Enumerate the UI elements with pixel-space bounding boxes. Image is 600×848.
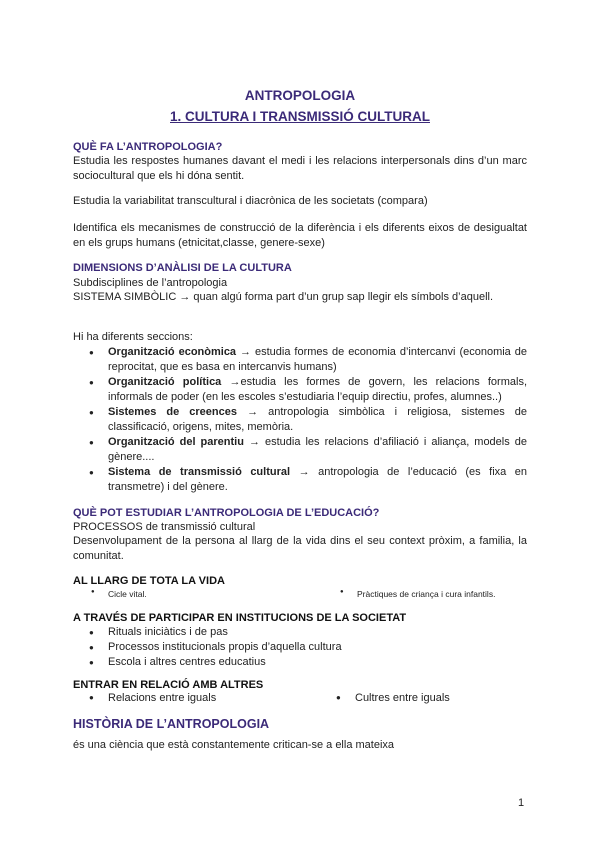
paragraph: SISTEMA SIMBÒLIC → quan algú forma part d’un grup sap llegir els símbols d’aquell. <box>73 291 494 303</box>
paragraph: Estudia les respostes humanes davant el medi i les relacions interpersonals dins d’un marc sociocultural que els hi dóna sentit. <box>73 155 527 182</box>
paragraph: Identifica els mecanismes de construcció de la diferència i els diferents eixos de desigualtat en els grups humans (etnicitat,classe, genere-sexe) <box>73 222 527 249</box>
paragraph: Subdisciplines de l’antropologia <box>73 277 228 289</box>
document-page: ANTROPOLOGIA 1. CULTURA I TRANSMISSIÓ CULTURAL QUÈ FA L’ANTROPOLOGIA? Estudia les respostes humanes davant el medi i les relacions interpersonals dins d’un marc sociocultural que els hi dóna sentit. Estudia la variabilitat transcultural i diacrònica de les societats (compara) Identifica els mecanismes de construcció de la diferència i els diferents eixos de desigualtat en els grups humans (etnicitat,classe, genere-sexe) DIMENSIONS D’ANÀLISI DE LA CULTURA Subdisciplines de l’antropologia SISTEMA SIMBÒLIC → quan algú forma part d’un grup sap llegir els símbols d’aquell. Hi ha diferents seccions: ● Organització econòmica → estudia formes de economia d’intercanvi (economia de reprocitat, que es basa en intercanvis humans) ● Organització política →estudia les formes de govern, les relacions formals, informals de poder (en les escoles s’estudiaria l’equip directiu, profes, alumnes..) ● Sistemes de creences → antropologia simbòlica i religiosa, sistemes de classificació, origens, mites, memòria. ● Organització del parentiu → estudia les relacions d’afiliació i aliança, models de gènere.... ● Sistema de transmissió cultural → antropologia de l’educació (es fixa en transmetre) i del gènere. QUÈ POT ESTUDIAR L’ANTROPOLOGIA DE L’EDUCACIÓ? PROCESSOS de transmissió cultural Desenvolupament de la persona al llarg de la vida dins el seu context pròxim, a familia, la comunitat. AL LLARG DE TOTA LA VIDA ● Cicle vital. ● Pràctiques de criança i cura infantils. A TRAVÉS DE PARTICIPAR EN INSTITUCIONS DE LA SOCIETAT ● Rituals iniciàtics i de pas ● Processos institucionals propis d’aquella cultura ● Escola i altres centres educatius ENTRAR EN RELACIÓ AMB ALTRES ● Relacions entre iguals ● Cultres entre iguals HISTÒRIA DE L’ANTROPOLOGIA és una ciència que està constantemente critican-se a ella mateixa 1 <box>0 0 600 848</box>
list-item: ● Processos institucionals propis d’aquella cultura <box>73 640 527 655</box>
list-item: ● Sistemes de creences → antropologia simbòlica i religiosa, sistemes de classificació, origens, mites, memòria. <box>73 405 527 435</box>
section-heading-relacio: ENTRAR EN RELACIÓ AMB ALTRES <box>73 679 264 691</box>
section-heading-al-llarg: AL LLARG DE TOTA LA VIDA <box>73 575 225 587</box>
paragraph: és una ciència que està constantemente critican-se a ella mateixa <box>73 739 395 751</box>
list-item: ● Organització del parentiu → estudia les relacions d’afiliació i aliança, models de gènere.... <box>73 435 527 465</box>
sections-list <box>73 345 527 495</box>
section-heading-institucions: A TRAVÉS DE PARTICIPAR EN INSTITUCIONS DE LA SOCIETAT <box>73 612 407 624</box>
document-subtitle: 1. CULTURA I TRANSMISSIÓ CULTURAL <box>170 109 430 124</box>
section-heading-dimensions: DIMENSIONS D’ANÀLISI DE LA CULTURA <box>73 262 292 274</box>
list-item: ● Rituals iniciàtics i de pas <box>73 625 527 640</box>
list-item: ● Escola i altres centres educatius <box>73 655 527 670</box>
section-heading-antropologia-educacio: QUÈ POT ESTUDIAR L’ANTROPOLOGIA DE L’EDUCACIÓ? <box>73 507 380 519</box>
paragraph: PROCESSOS de transmissió cultural <box>73 521 256 533</box>
list-item: ● Sistema de transmissió cultural → antropologia de l’educació (es fixa en transmetre) i del gènere. <box>73 465 527 495</box>
paragraph: Desenvolupament de la persona al llarg de la vida dins el seu context pròxim, a familia, la comunitat. <box>73 535 527 562</box>
paragraph: Estudia la variabilitat transcultural i diacrònica de les societats (compara) <box>73 195 428 207</box>
section-heading-que-fa: QUÈ FA L’ANTROPOLOGIA? <box>73 141 223 153</box>
document-title: ANTROPOLOGIA <box>244 88 356 103</box>
institutions-list <box>73 625 527 670</box>
list-item: ● Organització política →estudia les formes de govern, les relacions formals, informals de poder (en les escoles s’estudiaria l’equip directiu, profes, alumnes..) <box>73 375 527 405</box>
page-number: 1 <box>518 797 525 809</box>
list-item: ● Organització econòmica → estudia formes de economia d’intercanvi (economia de reprocitat, que es basa en intercanvis humans) <box>73 345 527 375</box>
section-heading-historia: HISTÒRIA DE L’ANTROPOLOGIA <box>73 717 270 731</box>
paragraph: Hi ha diferents seccions: <box>73 331 193 343</box>
